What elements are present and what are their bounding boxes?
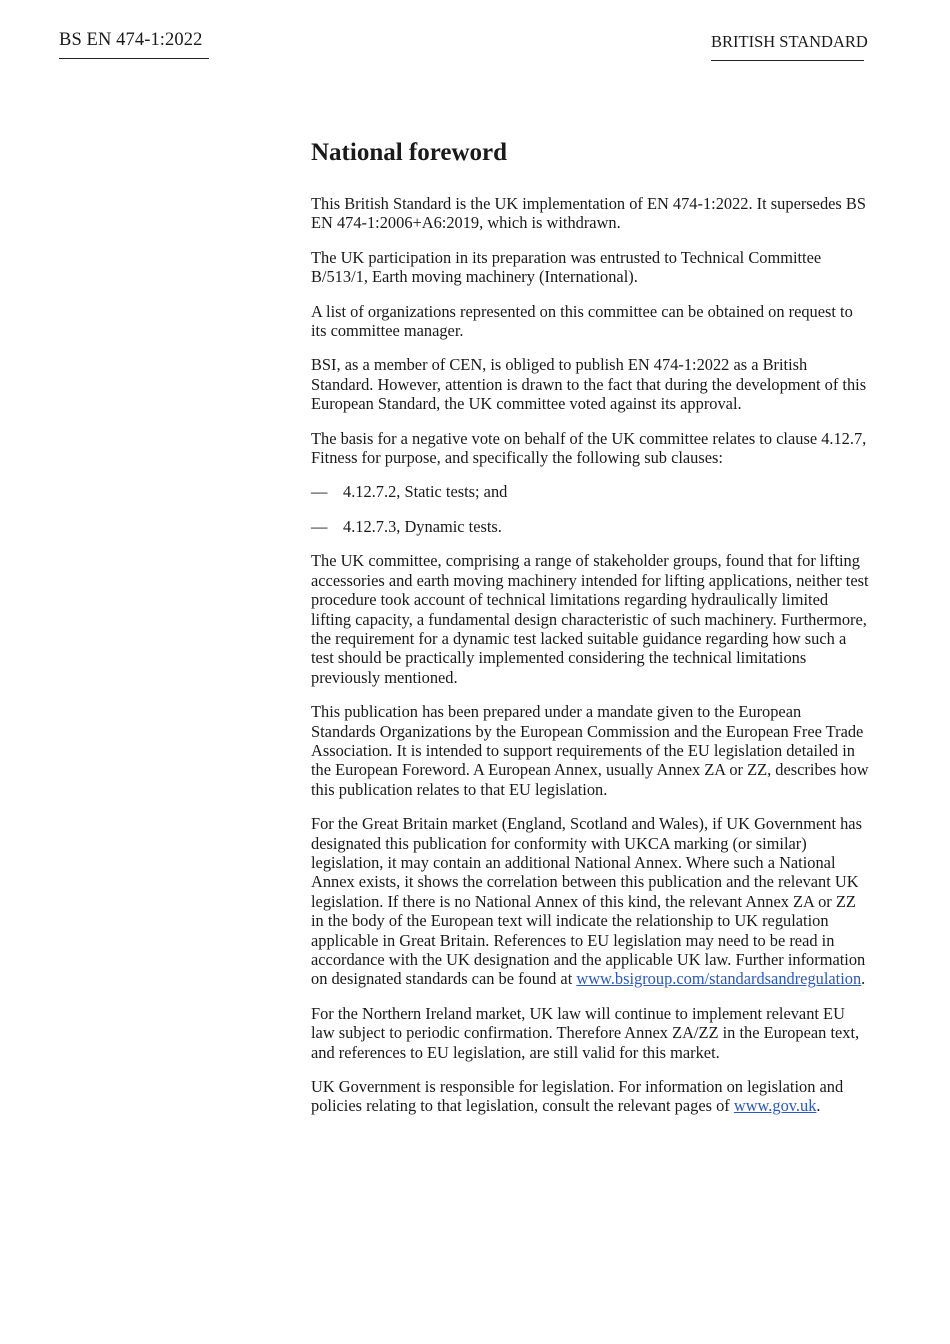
document-type: BRITISH STANDARD bbox=[711, 32, 864, 61]
page-title: National foreword bbox=[311, 139, 508, 166]
foreword-content bbox=[311, 136, 869, 1131]
dash-bullet: — bbox=[311, 516, 328, 536]
paragraph-participation: The UK participation in its preparation was entrusted to Technical Committee B/513/1, Earth moving machinery (International). bbox=[311, 247, 822, 287]
gb-text: For the Great Britain market (England, Scotland and Wales), if UK Government has designated this publication for conformity with UKCA marking (or similar) legislation, it may contain an additional National Annex. Where such a National Annex exists, it shows the correlation between this publication and the relevant UK legislation. If there is no National Annex of this kind, the relevant Annex ZA or ZZ in the body of the European text will indicate the relationship to UK regulation applicable in Great Britain. References to EU legislation may need to be read in accordance with the UK designation and the applicable UK law. Further information on designated standards can be found at bbox=[311, 814, 866, 989]
paragraph-great-britain bbox=[311, 814, 869, 989]
paragraph-negative-vote: The basis for a negative vote on behalf of the UK committee relates to clause 4.12.7, Fitness for purpose, and specifically the following sub clauses: bbox=[311, 428, 867, 468]
paragraph-mandate: This publication has been prepared under a mandate given to the European Standards Organizations by the European Commission and the European Free Trade Association. It is intended to support requirements of the EU legislation detailed in the European Foreword. A European Annex, usually Annex ZA or ZZ, describes how this publication relates to that EU legislation. bbox=[311, 702, 869, 799]
list-item bbox=[311, 482, 869, 501]
paragraph-implementation: This British Standard is the UK implementation of EN 474-1:2022. It supersedes BS EN 474-1:2006+A6:2019, which is withdrawn. bbox=[311, 194, 866, 233]
gov-text: UK Government is responsible for legislation. For information on legislation and policies relating to that legislation, consult the relevant pages of bbox=[311, 1077, 844, 1116]
paragraph-committee-findings: The UK committee, comprising a range of stakeholder groups, found that for lifting accessories and earth moving machinery intended for lifting applications, neither test procedure took account of technical limitations regarding hydraulically limited lifting capacity, a fundamental design characteristic of such machinery. Furthermore, the requirement for a dynamic test lacked suitable guidance regarding how such a test should be practically implemented considering the technical limitations previously mentioned. bbox=[311, 551, 869, 687]
list-item-text: 4.12.7.2, Static tests; and bbox=[343, 482, 508, 502]
paragraph-organizations: A list of organizations represented on this committee can be obtained on request to its committee manager. bbox=[311, 301, 853, 341]
gov-text-end: . bbox=[816, 1096, 821, 1116]
list-item-text: 4.12.7.3, Dynamic tests. bbox=[343, 516, 502, 536]
paragraph-cen-obligation: BSI, as a member of CEN, is obliged to publish EN 474-1:2022 as a British Standard. However, attention is drawn to the fact that during the development of this European Standard, the UK committee voted against its approval. bbox=[311, 355, 867, 414]
gov-uk-link[interactable]: www.gov.uk bbox=[733, 1096, 817, 1116]
list-item bbox=[311, 517, 869, 536]
bsigroup-link[interactable]: www.bsigroup.com/standardsandregulation bbox=[576, 969, 862, 989]
gb-text-end: . bbox=[861, 969, 866, 989]
paragraph-uk-government bbox=[311, 1077, 869, 1116]
document-code: BS EN 474-1:2022 bbox=[59, 30, 209, 59]
dash-bullet: — bbox=[311, 482, 328, 502]
paragraph-northern-ireland: For the Northern Ireland market, UK law will continue to implement relevant EU law subject to periodic confirmation. Therefore Annex ZA/ZZ in the European text, and references to EU legislation, are still valid for this market. bbox=[311, 1003, 860, 1062]
